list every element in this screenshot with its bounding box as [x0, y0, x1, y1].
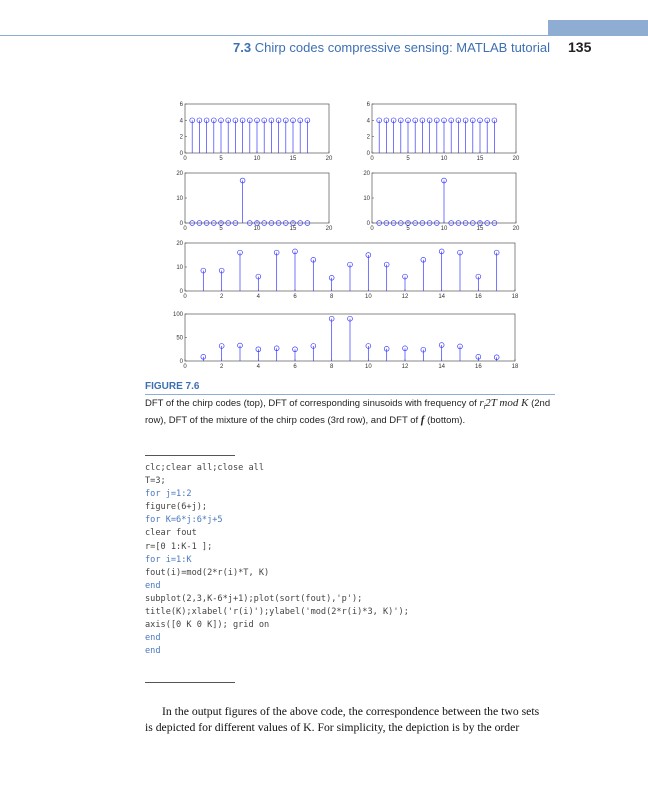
code-line: end	[145, 646, 161, 657]
code-line: clear fout	[145, 528, 197, 539]
x-tick-label: 18	[511, 294, 519, 300]
code-line: for j=1:2	[145, 489, 192, 500]
body-line-1: In the output figures of the above code, the correspondence between the two sets	[162, 705, 540, 718]
y-tick-label: 100	[172, 312, 183, 318]
page-number: 135	[568, 39, 592, 55]
y-tick-label: 10	[176, 265, 183, 271]
x-tick-label: 5	[406, 156, 410, 162]
x-tick-label: 5	[406, 226, 410, 232]
x-tick-label: 20	[325, 156, 333, 162]
y-tick-label: 6	[366, 102, 370, 108]
x-tick-label: 12	[401, 364, 409, 370]
code-line: title(K);xlabel('r(i)');ylabel('mod(2*r(i)*3, K)');	[145, 607, 409, 618]
y-tick-label: 0	[179, 221, 183, 227]
stem-plot-row2-left	[176, 171, 333, 232]
code-line: r=[0 1:K-1 ];	[145, 541, 213, 552]
x-tick-label: 20	[325, 226, 333, 232]
x-tick-label: 15	[289, 156, 297, 162]
y-tick-label: 4	[179, 118, 183, 125]
y-tick-label: 0	[179, 359, 183, 365]
x-tick-label: 4	[256, 364, 261, 370]
y-tick-label: 10	[363, 196, 370, 202]
code-listing	[145, 462, 409, 658]
x-tick-label: 4	[256, 294, 261, 300]
x-tick-label: 16	[474, 294, 482, 300]
section-title: Chirp codes compressive sensing: MATLAB tutorial	[254, 40, 550, 55]
y-tick-label: 20	[176, 241, 183, 247]
y-tick-label: 2	[366, 134, 370, 141]
caption-math-mod: 2T mod K	[485, 397, 529, 409]
x-tick-label: 10	[364, 364, 372, 370]
caption-math-f: f	[420, 413, 425, 426]
x-tick-label: 0	[183, 156, 187, 162]
figure-caption	[145, 397, 565, 427]
section-number: 7.3	[233, 40, 252, 55]
x-tick-label: 16	[474, 364, 482, 370]
y-tick-label: 0	[179, 151, 183, 157]
y-tick-label: 0	[366, 151, 370, 157]
y-tick-label: 0	[179, 289, 183, 295]
x-tick-label: 0	[370, 156, 374, 162]
code-line: figure(6+j);	[145, 502, 208, 513]
x-tick-label: 14	[438, 364, 446, 370]
y-tick-label: 20	[176, 171, 183, 177]
figure-label: FIGURE 7.6	[145, 381, 200, 392]
x-tick-label: 2	[219, 364, 224, 370]
stem-plot-row3	[176, 241, 519, 300]
code-bottom-rule	[145, 682, 235, 683]
x-tick-label: 20	[512, 226, 520, 232]
y-tick-label: 10	[176, 196, 183, 202]
code-top-rule	[145, 455, 235, 456]
code-line: for i=1:K	[145, 554, 192, 565]
y-tick-label: 50	[176, 335, 183, 342]
body-paragraph	[145, 704, 555, 736]
code-line: T=3;	[145, 476, 166, 487]
x-tick-label: 14	[438, 294, 446, 300]
stem-plot-row1-left	[180, 102, 333, 162]
x-tick-label: 10	[253, 226, 261, 232]
stem-plot-row2-right	[363, 171, 520, 232]
figure-rule	[145, 394, 555, 395]
x-tick-label: 12	[401, 294, 409, 300]
x-tick-label: 20	[512, 156, 520, 162]
x-tick-label: 2	[219, 294, 224, 300]
code-line: end	[145, 580, 161, 591]
code-line: for K=6*j:6*j+5	[145, 515, 223, 526]
x-tick-label: 8	[329, 294, 334, 300]
x-tick-label: 0	[183, 294, 187, 300]
code-line: subplot(2,3,K-6*j+1);plot(sort(fout),'p');	[145, 593, 363, 604]
caption-part2: (2nd row), DFT of the mixture of the chirp codes (3rd row), and DFT of	[145, 398, 551, 426]
x-tick-label: 15	[476, 156, 484, 162]
stem-plot-row1-right	[367, 102, 520, 162]
stem-plot-row4	[173, 312, 519, 370]
caption-math-r: r	[479, 397, 484, 409]
x-tick-label: 15	[289, 226, 297, 232]
caption-math-sub: i	[483, 403, 486, 411]
x-tick-label: 5	[219, 156, 223, 162]
y-tick-label: 2	[179, 134, 183, 141]
x-tick-label: 10	[364, 294, 372, 300]
x-tick-label: 0	[183, 226, 187, 232]
x-tick-label: 10	[440, 156, 448, 162]
code-line: end	[145, 633, 161, 644]
figure-7-6-plots	[0, 0, 648, 380]
caption-part1: DFT of the chirp codes (top), DFT of corresponding sinusoids with frequency of	[145, 398, 480, 409]
x-tick-label: 18	[511, 364, 519, 370]
code-line: fout(i)=mod(2*r(i)*T, K)	[145, 567, 270, 578]
y-tick-label: 20	[363, 171, 370, 177]
y-tick-label: 0	[366, 221, 370, 227]
code-line: clc;clear all;close all	[145, 463, 264, 473]
x-tick-label: 0	[183, 364, 187, 370]
x-tick-label: 15	[476, 226, 484, 232]
x-tick-label: 0	[370, 226, 374, 232]
caption-part3: (bottom).	[424, 414, 466, 426]
x-tick-label: 10	[440, 226, 448, 232]
code-line: axis([0 K 0 K]); grid on	[145, 620, 270, 631]
x-tick-label: 10	[253, 156, 261, 162]
body-line-2: is depicted for different values of K. For simplicity, the depiction is by the order	[145, 721, 520, 734]
y-tick-label: 4	[366, 118, 370, 125]
plot-frame	[185, 173, 329, 223]
x-tick-label: 6	[293, 294, 297, 300]
x-tick-label: 5	[219, 226, 223, 232]
y-tick-label: 6	[179, 102, 183, 108]
x-tick-label: 8	[329, 364, 334, 370]
x-tick-label: 6	[293, 364, 297, 370]
